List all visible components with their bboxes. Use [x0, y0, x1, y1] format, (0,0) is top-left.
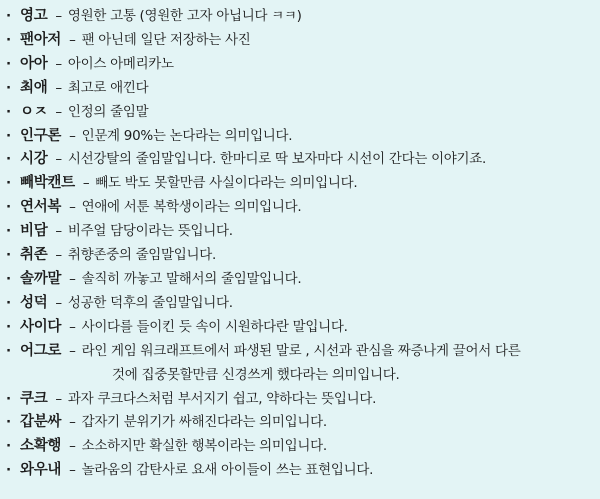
entry-definition: 팬 아닌데 일단 저장하는 사진 — [81, 31, 251, 48]
entry-term: 성덕 — [20, 294, 48, 311]
bullet: · — [6, 462, 11, 479]
dash: – — [55, 55, 62, 72]
dash: – — [55, 294, 62, 311]
dash: – — [69, 342, 76, 359]
entry-definition: 성공한 덕후의 줄임말입니다. — [67, 294, 233, 311]
bullet: · — [6, 127, 11, 144]
dash: – — [69, 462, 76, 479]
entry-term: 연서복 — [20, 199, 62, 216]
dash: – — [55, 8, 62, 24]
glossary-entry — [0, 148, 600, 172]
entry-definition: 취향존중의 줄임말입니다. — [67, 247, 217, 264]
entry-term: 소확행 — [20, 438, 62, 455]
entry-term: ㅇㅈ — [20, 103, 48, 120]
entry-term: 최애 — [20, 79, 48, 96]
bullet: · — [6, 79, 11, 96]
entry-term: 쿠크 — [20, 390, 48, 407]
entry-definition-continuation: 것에 집중못할만큼 신경쓰게 했다라는 의미입니다. — [112, 366, 400, 383]
glossary-entry — [0, 435, 600, 459]
bullet: · — [6, 247, 11, 264]
entry-definition: 영원한 고통 (영원한 고자 아닙니다 ㅋㅋ) — [67, 8, 302, 24]
glossary-entry — [0, 268, 600, 292]
entry-term: 사이다 — [20, 318, 62, 335]
dash: – — [55, 151, 62, 168]
bullet: · — [6, 390, 11, 407]
bullet: · — [6, 199, 11, 216]
entry-definition: 빼도 박도 못할만큼 사실이다라는 의미입니다. — [95, 175, 358, 192]
bullet: · — [6, 8, 11, 24]
entry-definition: 갑자기 분위기가 싸해진다라는 의미입니다. — [81, 414, 327, 431]
entry-term: 취존 — [20, 247, 48, 264]
entry-definition: 연애에 서툰 복학생이라는 의미입니다. — [81, 199, 302, 216]
dash: – — [82, 175, 90, 192]
entry-definition: 인정의 줄임말 — [67, 103, 149, 120]
entry-definition: 솔직히 까놓고 말해서의 줄임말입니다. — [81, 270, 302, 287]
entry-definition: 사이다를 들이킨 듯 속이 시원하다란 말입니다. — [81, 318, 348, 335]
dash: – — [55, 223, 62, 240]
glossary-entry — [0, 340, 600, 388]
dash: – — [69, 127, 76, 144]
dash: – — [69, 31, 76, 48]
bullet: · — [6, 103, 11, 120]
dash: – — [55, 390, 62, 407]
entry-term: 시강 — [20, 151, 48, 168]
glossary-entry — [0, 459, 600, 483]
entry-definition: 인문계 90%는 논다라는 의미입니다. — [81, 127, 293, 144]
entry-term: 빼박캔트 — [20, 175, 75, 192]
dash: – — [55, 247, 62, 264]
bullet: · — [6, 270, 11, 287]
bullet: · — [6, 342, 11, 359]
bullet: · — [6, 318, 11, 335]
entry-term: 팬아저 — [20, 31, 62, 48]
glossary-entry — [0, 411, 600, 435]
entry-term: 솔까말 — [20, 270, 62, 287]
entry-term: 갑분싸 — [20, 414, 62, 431]
bullet: · — [6, 414, 11, 431]
glossary-entry — [0, 5, 600, 29]
bullet: · — [6, 438, 11, 455]
glossary-entry — [0, 172, 600, 196]
glossary-entry — [0, 53, 600, 77]
entry-term: 아아 — [20, 55, 48, 72]
entry-definition: 아이스 아메리카노 — [67, 55, 174, 72]
dash: – — [55, 103, 62, 120]
dash: – — [69, 270, 76, 287]
glossary-entry — [0, 101, 600, 125]
entry-term: 영고 — [20, 8, 48, 24]
glossary-entry — [0, 244, 600, 268]
dash: – — [69, 438, 76, 455]
glossary-entry — [0, 29, 600, 53]
entry-term: 어그로 — [20, 342, 62, 359]
bullet: · — [6, 175, 11, 192]
bullet: · — [6, 294, 11, 311]
entry-definition: 비주얼 담당이라는 뜻입니다. — [67, 223, 233, 240]
entry-term: 인구론 — [20, 127, 62, 144]
entry-term: 비담 — [20, 223, 48, 240]
glossary-entry — [0, 292, 600, 316]
glossary-entry — [0, 125, 600, 149]
glossary-entry — [0, 316, 600, 340]
entry-definition: 시선강탈의 줄임말입니다. 한마디로 딱 보자마다 시선이 간다는 이야기죠. — [67, 151, 487, 168]
glossary-entry — [0, 77, 600, 101]
dash: – — [69, 414, 76, 431]
entry-definition: 소소하지만 확실한 행복이라는 의미입니다. — [81, 438, 327, 455]
glossary-entry — [0, 220, 600, 244]
entry-term: 와우내 — [20, 462, 62, 479]
entry-definition: 놀라움의 감탄사로 요새 아이들이 쓰는 표현입니다. — [81, 462, 374, 479]
dash: – — [69, 318, 76, 335]
dash: – — [69, 199, 76, 216]
bullet: · — [6, 223, 11, 240]
dash: – — [55, 79, 62, 96]
entry-definition: 라인 게임 워크래프트에서 파생된 말로 , 시선과 관심을 짜증나게 끌어서 다른 — [81, 342, 521, 359]
bullet: · — [6, 151, 11, 168]
bullet: · — [6, 55, 11, 72]
glossary-entry — [0, 196, 600, 220]
entry-definition: 최고로 애낀다 — [67, 79, 149, 96]
entry-definition: 과자 쿠크다스처럼 부서지기 쉽고, 약하다는 뜻입니다. — [67, 390, 377, 407]
glossary-entry — [0, 388, 600, 412]
bullet: · — [6, 31, 11, 48]
